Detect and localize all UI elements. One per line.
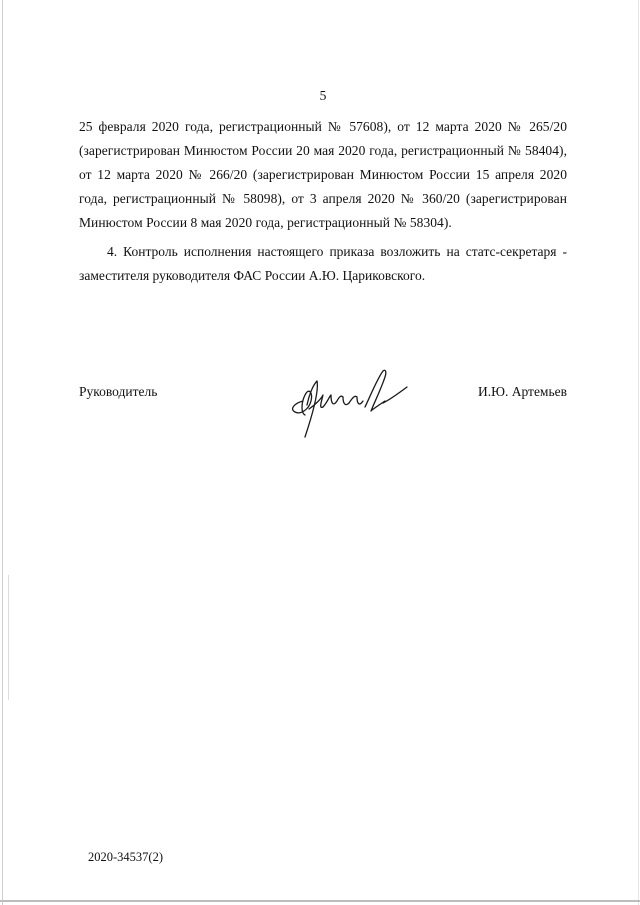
scan-edge-right — [638, 0, 639, 905]
document-registration-code: 2020-34537(2) — [88, 850, 163, 864]
handwritten-signature-icon — [283, 365, 413, 443]
body-paragraph-registrations: 25 февраля 2020 года, регистрационный № 57608), от 12 марта 2020 № 265/20 (зарегистрирован Минюстом России 20 мая 2020 года, регистрационный № 58404), от 12 марта 2020 № 266/20 (зарегистрирован Минюстом России 15 апреля 2020 года, регистрационный № 58098), от 3 апреля 2020 № 360/20 (зарегистрирован Минюстом России 8 мая 2020 года, регистрационный № 58304). — [79, 119, 567, 230]
page-number: 5 — [319, 88, 327, 103]
scan-edge-bottom — [0, 900, 640, 902]
signer-name: И.Ю. Артемьев — [477, 384, 567, 399]
document-body — [79, 115, 567, 288]
scan-artifact — [8, 575, 9, 700]
body-paragraph-control: 4. Контроль исполнения настоящего приказа возложить на статс-секретаря - заместителя руководителя ФАС России А.Ю. Цариковского. — [79, 244, 567, 283]
scan-edge-left — [2, 0, 3, 905]
signer-position-title: Руководитель — [79, 384, 158, 399]
